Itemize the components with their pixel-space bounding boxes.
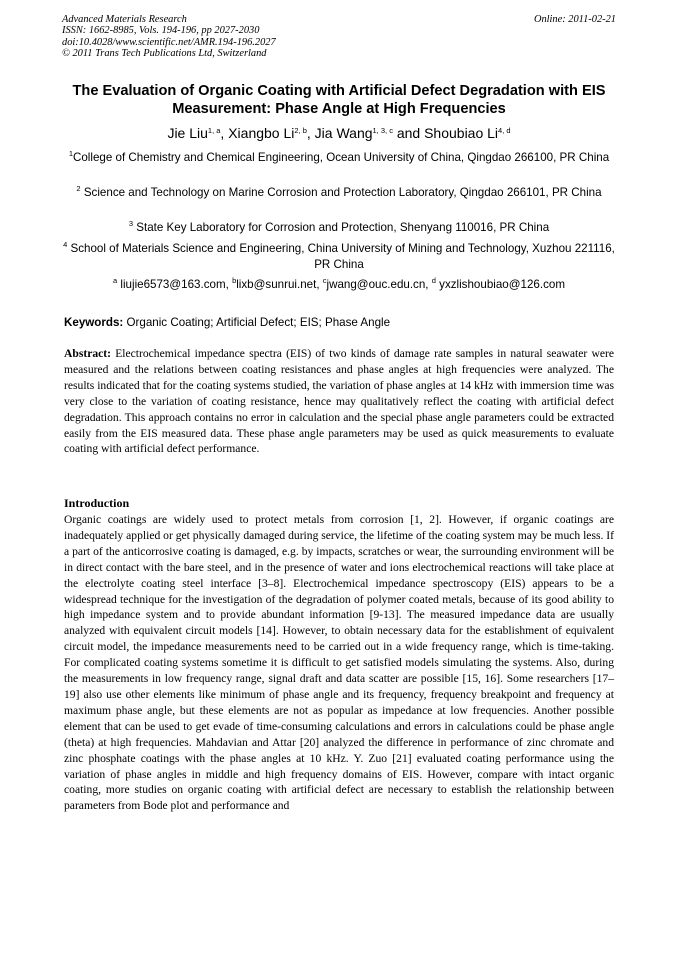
- author-name: Xiangbo Li: [228, 125, 295, 141]
- affiliation-4: [58, 241, 620, 273]
- affiliation-1: [58, 150, 620, 166]
- copyright-line: © 2011 Trans Tech Publications Ltd, Switzerland: [62, 48, 267, 60]
- affiliation-3: [58, 220, 620, 236]
- abstract-label: Abstract:: [64, 347, 112, 360]
- affiliation-text: College of Chemistry and Chemical Engineering, Ocean University of China, Qingdao 266100, PR China: [72, 151, 610, 164]
- email-line: [58, 277, 620, 293]
- author-separator: and: [392, 125, 425, 141]
- doi-line[interactable]: doi:10.4028/www.scientific.net/AMR.194-196.2027: [62, 36, 276, 48]
- affiliation-text: School of Materials Science and Engineering, China University of Mining and Technology, Xuzhou 221116, PR China: [67, 242, 615, 271]
- email-address[interactable]: liujie6573@163.com,: [117, 278, 233, 291]
- author-separator: ,: [220, 125, 229, 141]
- affiliation-mark: 3: [128, 219, 134, 228]
- email-address[interactable]: yxzlishoubiao@126.com: [435, 278, 565, 291]
- author-affiliation-mark: 4, d: [498, 126, 511, 135]
- email-mark: a: [113, 276, 118, 285]
- journal-header: [62, 14, 616, 60]
- email-mark: b: [232, 276, 237, 285]
- keywords-label: Keywords:: [64, 316, 124, 329]
- affiliation-text: State Key Laboratory for Corrosion and Protection, Shenyang 110016, PR China: [133, 221, 550, 234]
- author-affiliation-mark: 1, a: [207, 126, 221, 135]
- author-affiliation-mark: 1, 3, c: [372, 126, 393, 135]
- email-mark: d: [431, 276, 436, 285]
- issn-line: ISSN: 1662-8985, Vols. 194-196, pp 2027-2030: [62, 25, 260, 37]
- email-address[interactable]: jwang@ouc.edu.cn,: [326, 278, 432, 291]
- email-mark: c: [322, 276, 327, 285]
- author-separator: ,: [306, 125, 315, 141]
- affiliation-mark: 2: [76, 184, 81, 193]
- introduction-text: Organic coatings are widely used to protect metals from corrosion [1, 2]. However, if organic coatings are inadequately applied or get physically damaged during service, the lifetime of the coating system may be much less. If a part of the anticorrosive coating is damaged, e.g. by impacts, scratches or wear, the surrounding environment will be in direct contact with the bare steel, and in the presence of water and ions electrochemical reactions will take place at the electrolyte coating steel interface [3–8]. Electrochemical impedance spectroscopy (EIS) appears to be a widespread technique for the investigation of the degradation of polymer coated metals, because of its good ability to high impedance system and to provide abundant information [9-13]. The measured impedance data are usually analyzed with equivalent circuit models [14]. However, to obtain necessary data for the establishment of equivalent circuit model, the impedance measurements need to be carried out in a wide frequency range, which is time-taking. For complicated coating systems sometime it is difficult to get satisfied models simulating the systems. Also, during the measurements in low frequency range, signal draft and data scatter are possible [15, 16]. Some researchers [17–19] also use other elements like minimum of phase angle and its frequency, frequency breakpoint and frequency at maximum phase angle, but these elements are not as popular as impedance at low frequencies. Another possible element that can be used to get evade of time-consuming calculations and errors in calculations could be phase angle (theta) at high frequencies. Mahdavian and Attar [20] analyzed the difference in performance of zinc chromate and zinc phosphate coatings with the phase angles at 10 kHz. Y. Zuo [21] evaluated coating performance using the variation of phase angles in middle and high frequency domains of EIS. However, compare with intact organic coating, more studies on organic coating with artificial defect are necessary to establish the relationship between parameters from Bode plot and performance and: [64, 513, 614, 813]
- author-affiliation-mark: 2, b: [294, 126, 307, 135]
- abstract-text: Electrochemical impedance spectra (EIS) of two kinds of damage rate samples in natural seawater were measured and the relations between coating resistances and phase angles at high frequencies were analyzed. The results indicated that for the coating systems studied, the variation of phase angles at 14 kHz with immersion time was very close to the variation of coating resistance, hence may qualitatively reflect the coating with artificial defect degradation. This approach contains no error in calculation and the special phase angle parameters could be extracted easily from the EIS measured data. These phase angle parameters may be used as quick measurements to evaluate coating with artificial defect performance.: [64, 347, 614, 456]
- keywords: [64, 315, 618, 331]
- journal-name: Advanced Materials Research: [62, 14, 187, 25]
- author-name: Jie Liu: [167, 125, 208, 141]
- abstract: [64, 346, 614, 457]
- affiliation-text: Science and Technology on Marine Corrosion and Protection Laboratory, Qingdao 266101, PR China: [80, 186, 602, 199]
- introduction-heading: Introduction: [64, 496, 130, 510]
- affiliation-mark: 4: [63, 240, 68, 249]
- author-name: Jia Wang: [314, 125, 373, 141]
- author-name: Shoubiao Li: [424, 125, 499, 141]
- affiliation-mark: 1: [68, 149, 73, 158]
- email-address[interactable]: lixb@sunrui.net,: [236, 278, 323, 291]
- paper-title: The Evaluation of Organic Coating with Artificial Defect Degradation with EIS Measurement: Phase Angle at High Frequencies: [72, 83, 606, 117]
- online-date: Online: 2011-02-21: [533, 14, 616, 25]
- keywords-text: Organic Coating; Artificial Defect; EIS; Phase Angle: [123, 316, 391, 329]
- author-line: [48, 124, 630, 142]
- affiliation-2: [58, 185, 620, 201]
